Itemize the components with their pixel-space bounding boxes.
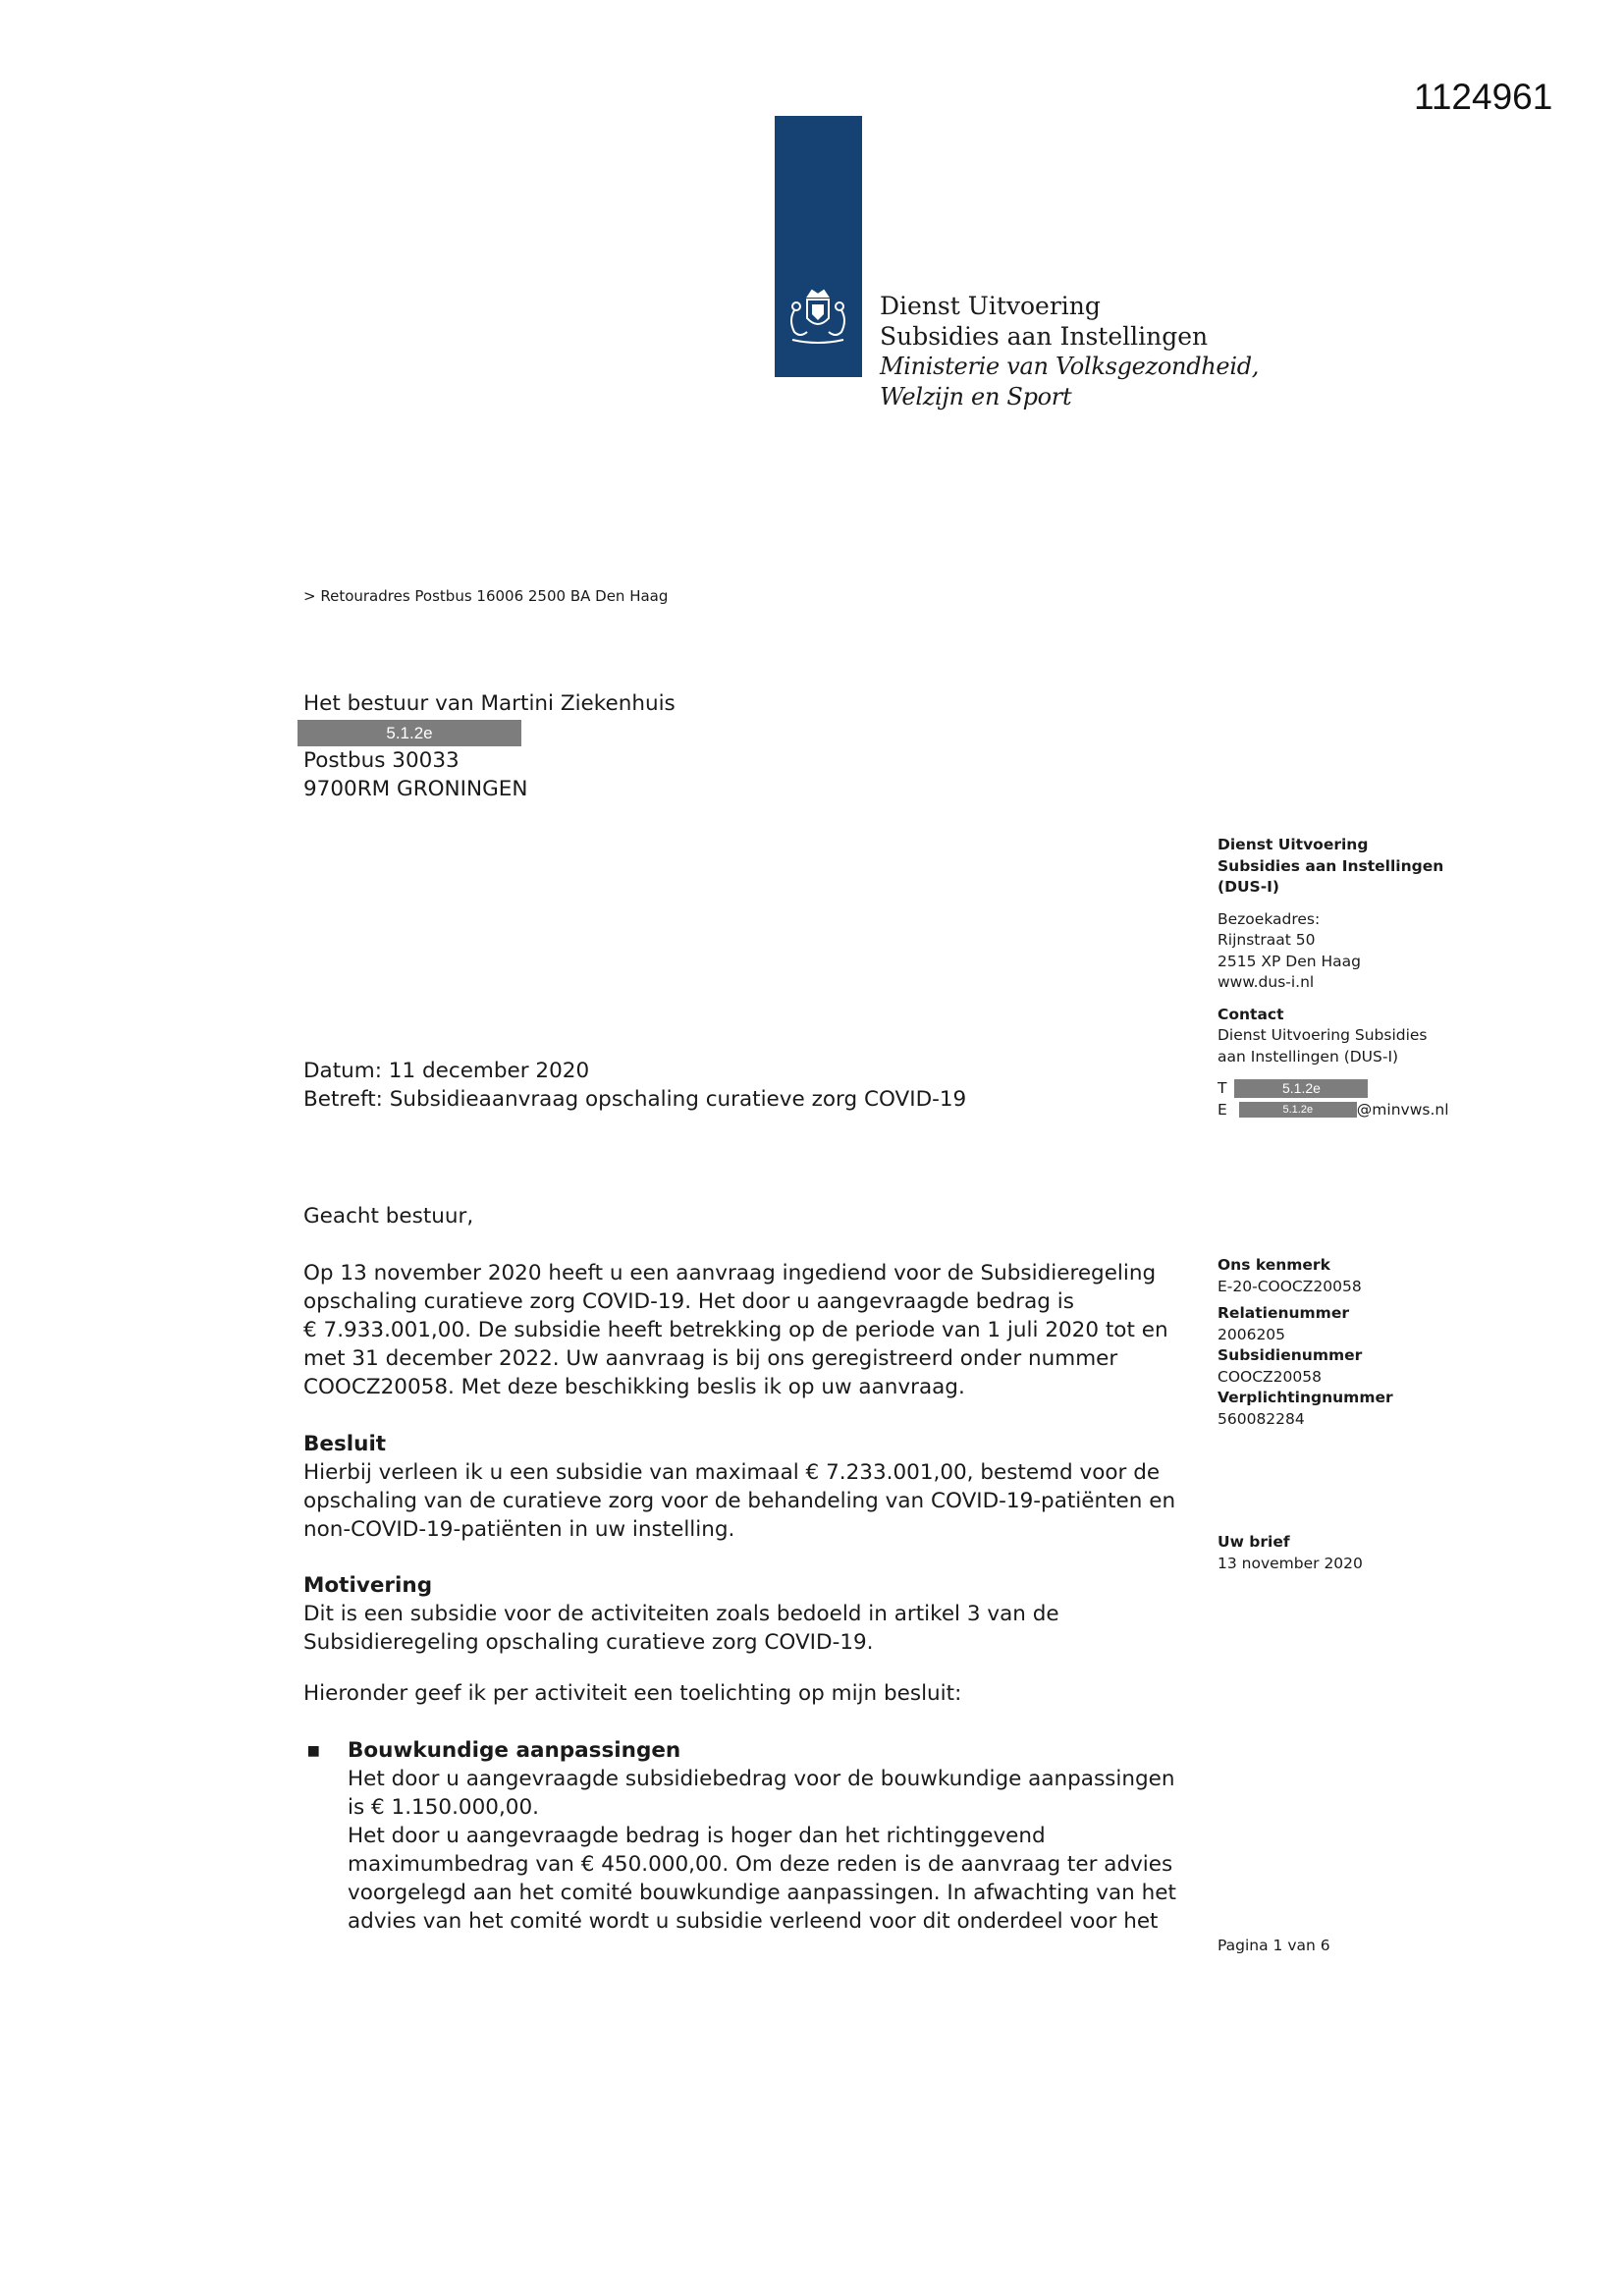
- sidebar-org-line: Subsidies aan Instellingen: [1218, 856, 1444, 875]
- website-link[interactable]: www.dus-i.nl: [1218, 973, 1315, 991]
- salutation: Geacht bestuur,: [303, 1204, 474, 1229]
- addressee-line: Het bestuur van Martini Ziekenhuis: [303, 691, 676, 716]
- paragraph-line: COOCZ20058. Met deze beschikking beslis ik op uw aanvraag.: [303, 1375, 965, 1399]
- royal-crest-icon: [775, 283, 862, 361]
- paragraph-line: Het door u aangevraagde subsidiebedrag voor de bouwkundige aanpassingen: [348, 1767, 1175, 1791]
- sidebar-organization: [1218, 835, 1542, 1121]
- bullet-item: [303, 1736, 1187, 1936]
- redaction-box: 5.1.2e: [1239, 1102, 1357, 1118]
- contact-line: Dienst Uitvoering Subsidies: [1218, 1026, 1428, 1044]
- reference-value: 13 november 2020: [1218, 1554, 1363, 1572]
- return-address: > Retouradres Postbus 16006 2500 BA Den Haag: [303, 587, 669, 605]
- addressee-line: [303, 718, 676, 746]
- bullet-marker: ▪: [306, 1738, 321, 1763]
- section-heading: Motivering: [303, 1573, 433, 1598]
- logo-line: Dienst Uitvoering: [880, 292, 1101, 320]
- paragraph-line: is € 1.150.000,00.: [348, 1795, 539, 1820]
- redaction-box: 5.1.2e: [1234, 1079, 1368, 1098]
- paragraph-line: advies van het comité wordt u subsidie verleend voor dit onderdeel voor het: [348, 1909, 1159, 1934]
- visit-address-line: Rijnstraat 50: [1218, 931, 1316, 949]
- paragraph-line: opschaling van de curatieve zorg voor de behandeling van COVID-19-patiënten en: [303, 1489, 1176, 1513]
- sidebar-org-line: Dienst Uitvoering: [1218, 836, 1369, 853]
- phone-line: [1218, 1078, 1542, 1100]
- besluit-section: [303, 1430, 1187, 1544]
- visit-address-label: Bezoekadres:: [1218, 909, 1321, 928]
- logo-line: Ministerie van Volksgezondheid,: [880, 353, 1260, 380]
- paragraph-line: met 31 december 2022. Uw aanvraag is bij ons geregistreerd onder nummer: [303, 1346, 1118, 1371]
- reference-label: Ons kenmerk: [1218, 1256, 1330, 1274]
- addressee-line: 9700RM GRONINGEN: [303, 777, 528, 801]
- paragraph-line: Subsidieregeling opschaling curatieve zorg COVID-19.: [303, 1630, 874, 1655]
- reference-value: E-20-COOCZ20058: [1218, 1277, 1362, 1295]
- date-subject-block: [303, 1057, 966, 1114]
- reference-value: 560082284: [1218, 1409, 1305, 1428]
- paragraph-line: voorgelegd aan het comité bouwkundige aanpassingen. In afwachting van het: [348, 1881, 1176, 1905]
- page-number: Pagina 1 van 6: [1218, 1937, 1330, 1954]
- email-line: [1218, 1100, 1542, 1121]
- logo-text: [880, 291, 1259, 412]
- toelichting-line: Hieronder geef ik per activiteit een toelichting op mijn besluit:: [303, 1681, 962, 1706]
- intro-paragraph: [303, 1259, 1187, 1401]
- paragraph-line: opschaling curatieve zorg COVID-19. Het door u aangevraagde bedrag is: [303, 1289, 1074, 1314]
- reference-label: Verplichtingnummer: [1218, 1389, 1393, 1406]
- motivering-section: [303, 1571, 1187, 1657]
- paragraph-line: Hierbij verleen ik u een subsidie van maximaal € 7.233.001,00, bestemd voor de: [303, 1460, 1161, 1485]
- redaction-box: 5.1.2e: [298, 720, 521, 746]
- paragraph-line: non-COVID-19-patiënten in uw instelling.: [303, 1517, 735, 1542]
- reference-label: Relatienummer: [1218, 1304, 1349, 1322]
- phone-prefix: T: [1218, 1079, 1227, 1097]
- email-suffix: @minvws.nl: [1356, 1100, 1449, 1119]
- paragraph-line: Op 13 november 2020 heeft u een aanvraag ingediend voor de Subsidieregeling: [303, 1261, 1157, 1285]
- subject-line: Betreft: Subsidieaanvraag opschaling curatieve zorg COVID-19: [303, 1087, 967, 1112]
- visit-address-line: 2515 XP Den Haag: [1218, 952, 1361, 970]
- section-heading: Besluit: [303, 1432, 387, 1456]
- reference-label: Uw brief: [1218, 1533, 1290, 1551]
- logo-line: Subsidies aan Instellingen: [880, 322, 1209, 351]
- contact-label: Contact: [1218, 1005, 1284, 1023]
- reference-value: COOCZ20058: [1218, 1367, 1322, 1386]
- date-line: Datum: 11 december 2020: [303, 1059, 590, 1083]
- contact-line: aan Instellingen (DUS-I): [1218, 1047, 1399, 1066]
- sidebar-references: [1218, 1255, 1542, 1430]
- document-number: 1124961: [1414, 77, 1553, 117]
- reference-value: 2006205: [1218, 1325, 1286, 1343]
- sidebar-org-line: (DUS-I): [1218, 878, 1279, 896]
- addressee-block: [303, 689, 676, 803]
- reference-label: Subsidienummer: [1218, 1346, 1363, 1364]
- paragraph-line: Dit is een subsidie voor de activiteiten zoals bedoeld in artikel 3 van de: [303, 1602, 1059, 1626]
- email-prefix: E: [1218, 1100, 1227, 1119]
- sidebar-your-letter: [1218, 1532, 1542, 1574]
- bullet-heading: Bouwkundige aanpassingen: [348, 1738, 681, 1763]
- paragraph-line: Het door u aangevraagde bedrag is hoger dan het richtinggevend: [348, 1824, 1046, 1848]
- paragraph-line: maximumbedrag van € 450.000,00. Om deze reden is de aanvraag ter advies: [348, 1852, 1173, 1877]
- addressee-line: Postbus 30033: [303, 748, 460, 773]
- logo-line: Welzijn en Sport: [880, 383, 1072, 410]
- paragraph-line: € 7.933.001,00. De subsidie heeft betrekking op de periode van 1 juli 2020 tot en: [303, 1318, 1168, 1342]
